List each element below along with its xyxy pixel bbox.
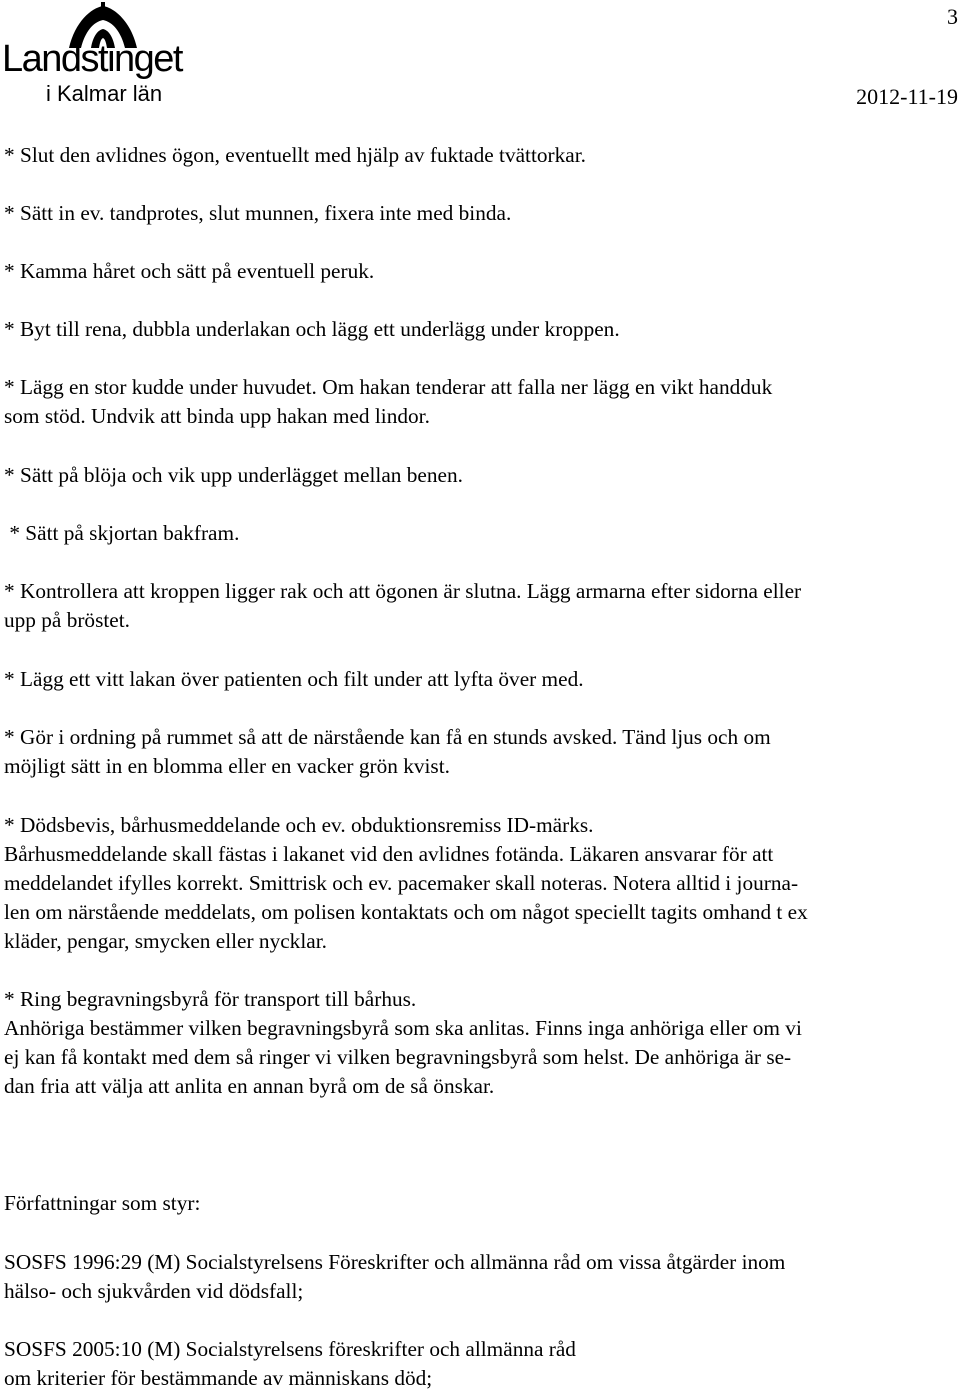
text-line: * Slut den avlidnes ögon, eventuellt med hjälp av fuktade tvättorkar. (4, 143, 586, 167)
document-date: 2012-11-19 (856, 84, 958, 109)
paragraph (4, 665, 960, 694)
text-line: Anhöriga bestämmer vilken begravningsbyrå som ska anlitas. Finns inga anhöriga eller om vi (4, 1016, 802, 1040)
text-line: * Kontrollera att kroppen ligger rak och att ögonen är slutna. Lägg armarna efter sidorna eller (4, 579, 802, 603)
paragraph (4, 199, 960, 228)
text-line: * Kamma håret och sätt på eventuell peruk. (4, 259, 375, 283)
section-heading (4, 1189, 960, 1218)
text-line: kläder, pengar, smycken eller nycklar. (4, 929, 327, 953)
text-line: ej kan få kontakt med dem så ringer vi vilken begravningsbyrå som helst. De anhöriga är se- (4, 1045, 792, 1069)
text-line: som stöd. Undvik att binda upp hakan med lindor. (4, 404, 430, 428)
text-line: * Lägg ett vitt lakan över patienten och filt under att lyfta över med. (4, 667, 584, 691)
paragraph (4, 811, 960, 956)
paragraph (4, 1335, 960, 1393)
text-line: * Lägg en stor kudde under huvudet. Om hakan tenderar att falla ner lägg en vikt handduk (4, 375, 773, 399)
logo (2, 0, 202, 110)
paragraph (4, 723, 960, 781)
text-line: möjligt sätt in en blomma eller en vacker grön kvist. (4, 754, 450, 778)
paragraph (4, 257, 960, 286)
paragraph (4, 461, 960, 490)
text-line: * Sätt in ev. tandprotes, slut munnen, fixera inte med binda. (4, 201, 512, 225)
text-line: meddelandet ifylles korrekt. Smittrisk och ev. pacemaker skall noteras. Notera alltid i journa- (4, 871, 799, 895)
paragraph (4, 141, 960, 170)
paragraph (4, 519, 960, 548)
text-line: Bårhusmeddelande skall fästas i lakanet vid den avlidnes fotända. Läkaren ansvarar för att (4, 842, 774, 866)
text-line: SOSFS 1996:29 (M) Socialstyrelsens Föreskrifter och allmänna råd om vissa åtgärder inom (4, 1250, 786, 1274)
text-line: hälso- och sjukvården vid dödsfall; (4, 1279, 304, 1303)
text-line: om kriterier för bestämmande av människans död; (4, 1366, 433, 1390)
paragraph (4, 985, 960, 1101)
logo-region: i Kalmar län (46, 81, 163, 106)
text-line: SOSFS 2005:10 (M) Socialstyrelsens föreskrifter och allmänna råd (4, 1337, 576, 1361)
text-line: Författningar som styr: (4, 1191, 201, 1215)
paragraph (4, 1248, 960, 1306)
logo-name: Landstinget (2, 38, 182, 80)
text-line: * Ring begravningsbyrå för transport till bårhus. (4, 987, 417, 1011)
text-line: * Byt till rena, dubbla underlakan och lägg ett underlägg under kroppen. (4, 317, 620, 341)
text-line: * Sätt på skjortan bakfram. (4, 521, 240, 545)
paragraph (4, 577, 960, 635)
text-line: len om närstående meddelats, om polisen kontaktats och om något speciellt tagits omhand t ex (4, 900, 808, 924)
page-number: 3 (947, 4, 958, 29)
text-line: upp på bröstet. (4, 608, 130, 632)
paragraph (4, 373, 960, 431)
text-line: * Gör i ordning på rummet så att de närstående kan få en stunds avsked. Tänd ljus och om (4, 725, 771, 749)
paragraph (4, 315, 960, 344)
text-line: * Dödsbevis, bårhusmeddelande och ev. obduktionsremiss ID-märks. (4, 813, 594, 837)
text-line: * Sätt på blöja och vik upp underlägget mellan benen. (4, 463, 463, 487)
text-line: dan fria att välja att anlita en annan byrå om de så önskar. (4, 1074, 495, 1098)
